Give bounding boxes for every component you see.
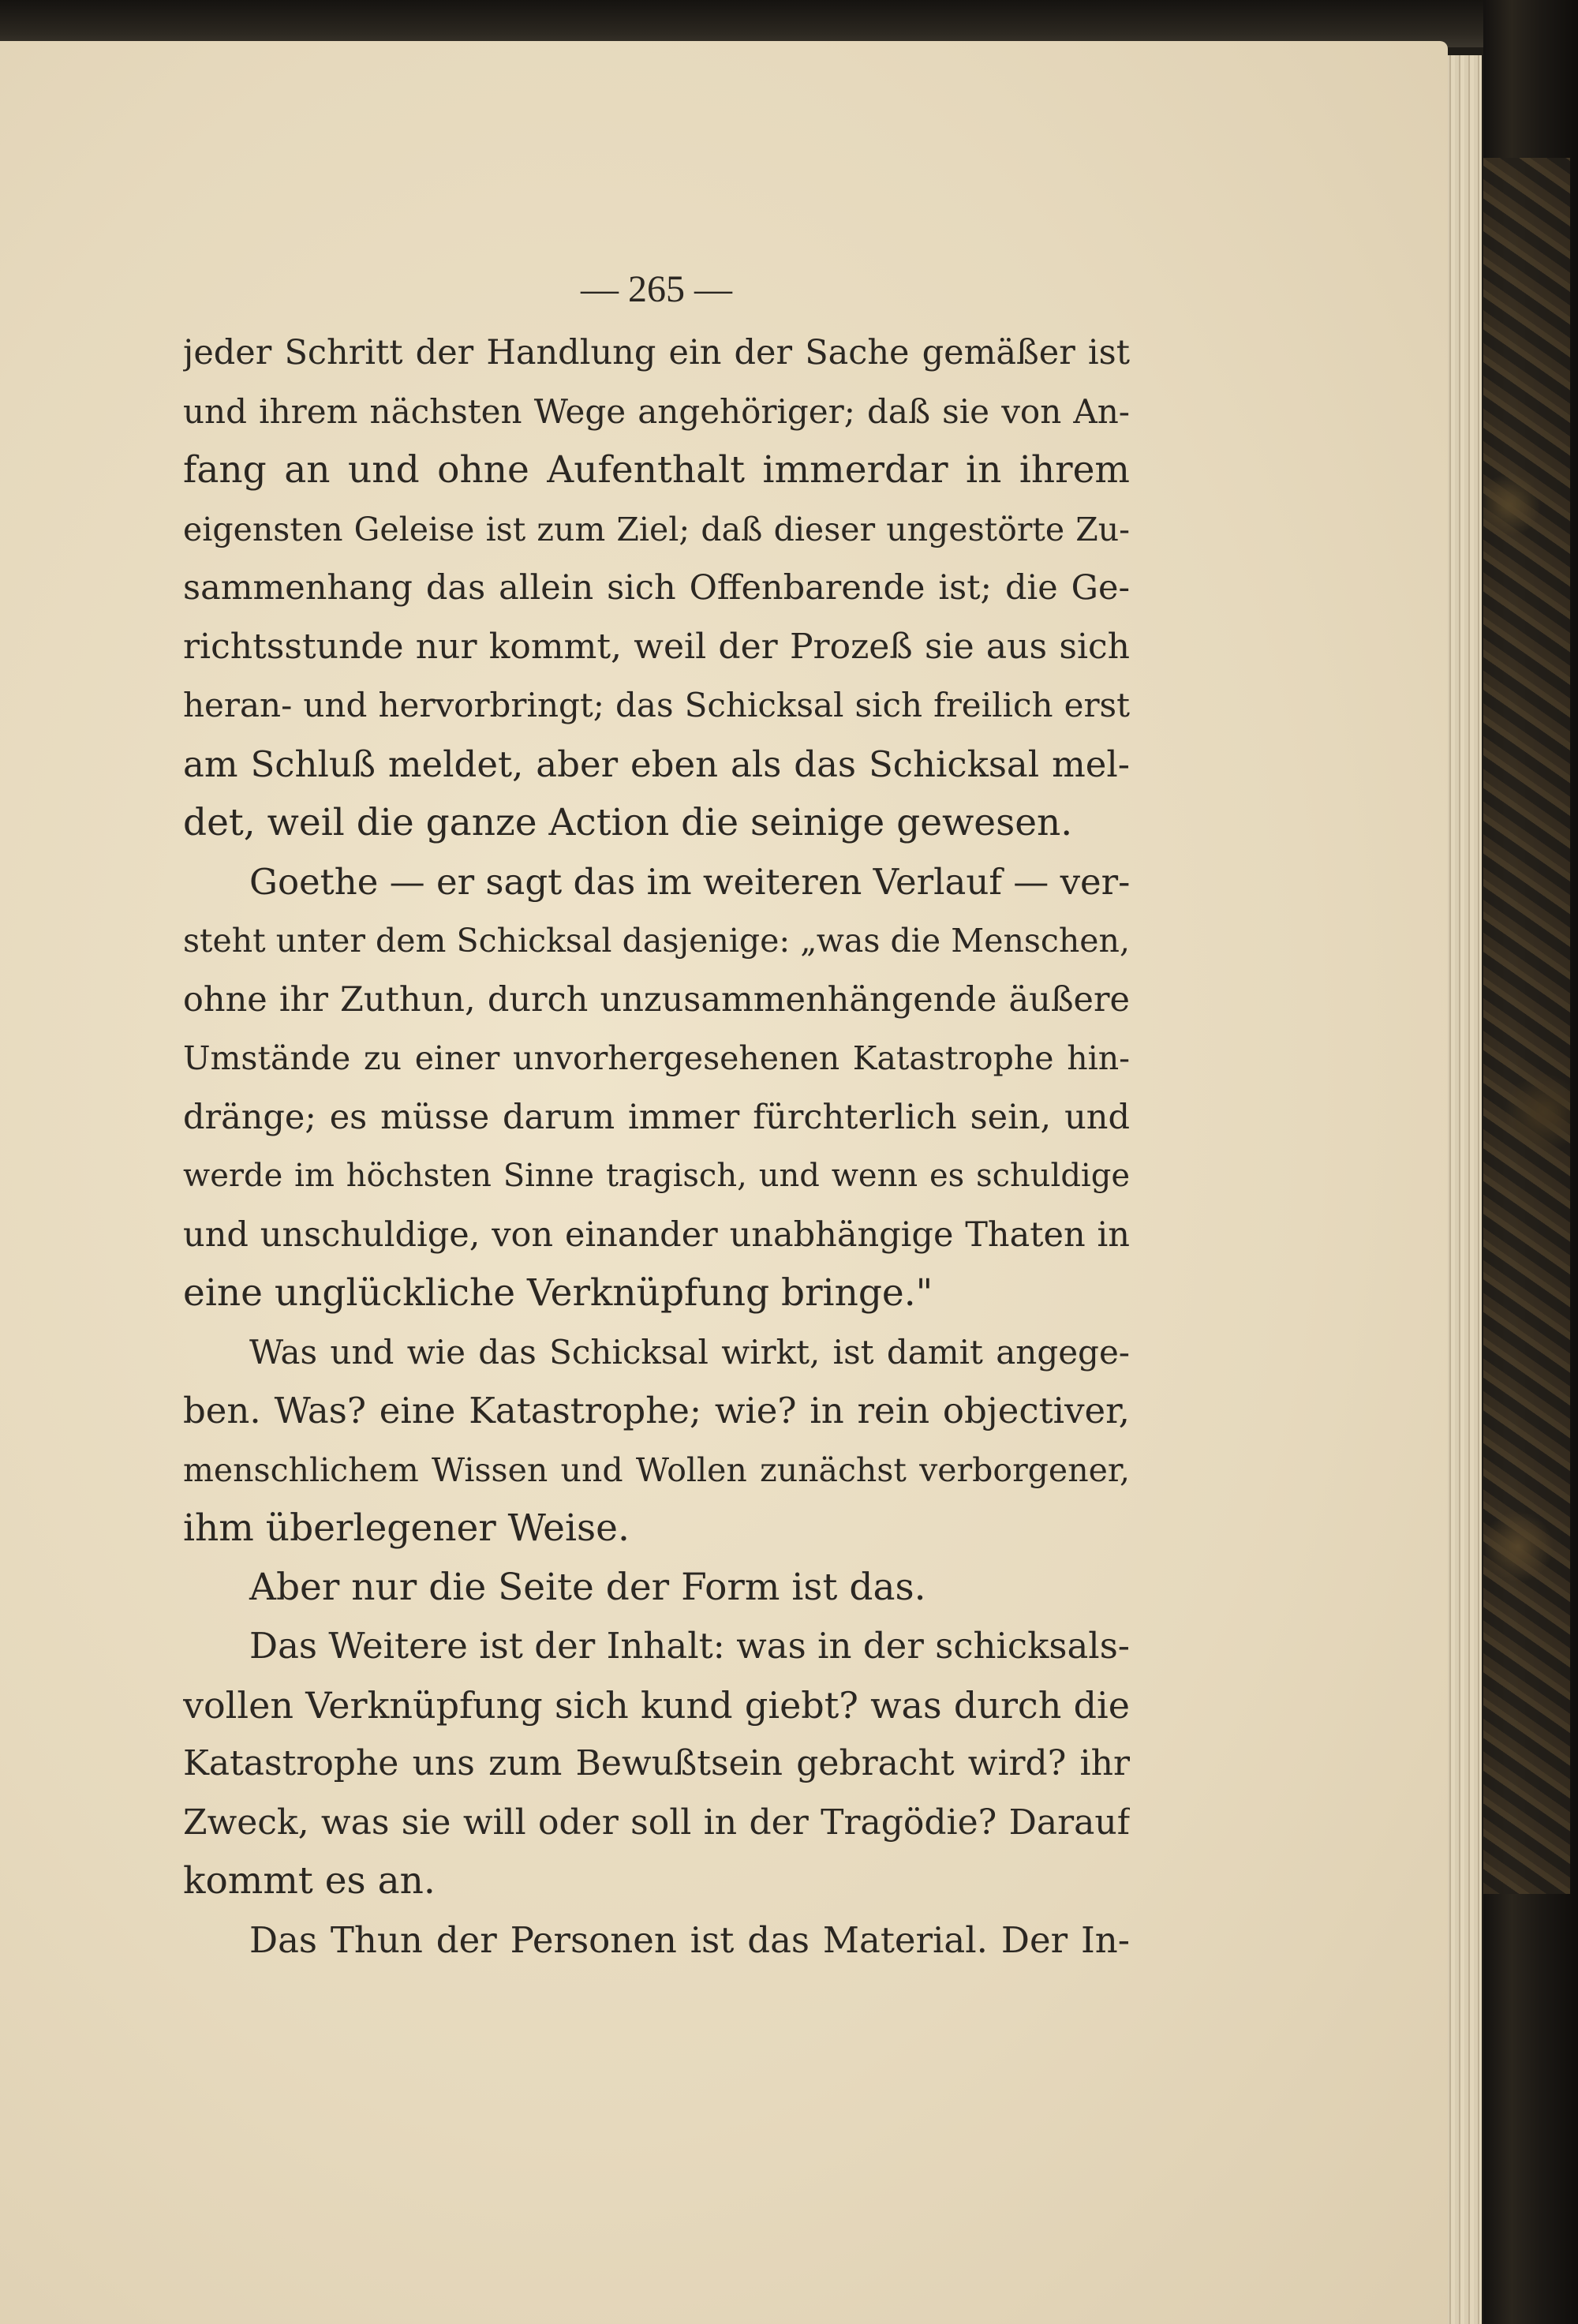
text-line: sammenhang das allein sich Offenbarende ist; die Ge- [183, 568, 1130, 608]
text-line: kommt es an. [183, 1859, 436, 1903]
text-line: Das Thun der Personen ist das Material. Der In- [249, 1918, 1130, 1961]
text-line: ihm überlegener Weise. [183, 1506, 630, 1550]
text-line: und unschuldige, von einander unabhängige Thaten in [183, 1214, 1130, 1255]
text-line: Umstände zu einer unvorhergesehenen Katastrophe hin- [183, 1039, 1130, 1077]
text-line: eigensten Geleise ist zum Ziel; daß dieser ungestörte Zu- [183, 510, 1130, 548]
text-line: Katastrophe uns zum Bewußtsein gebracht wird? ihr [183, 1743, 1130, 1783]
text-line: vollen Verknüpfung sich kund giebt? was durch die [183, 1683, 1130, 1727]
text-line: steht unter dem Schicksal dasjenige: „was die Menschen, [183, 922, 1130, 960]
text-line: Aber nur die Seite der Form ist das. [249, 1565, 926, 1609]
text-line: werde im höchsten Sinne tragisch, und wenn es schuldige [183, 1158, 1130, 1194]
text-line: Goethe — er sagt das im weiteren Verlauf — ver- [249, 860, 1130, 903]
body-text [183, 324, 1130, 1970]
marbled-cover-pattern [1483, 158, 1570, 1894]
text-block [183, 260, 1130, 1970]
text-line: ben. Was? eine Katastrophe; wie? in rein objectiver, [183, 1390, 1130, 1431]
text-line: eine unglückliche Verknüpfung bringe." [183, 1271, 933, 1315]
text-line: det, weil die ganze Action die seinige gewesen. [183, 801, 1073, 844]
text-line: dränge; es müsse darum immer fürchterlich sein, und [183, 1097, 1130, 1137]
text-line: richtsstunde nur kommt, weil der Prozeß sie aus sich [183, 626, 1130, 667]
text-line: Zweck, was sie will oder soll in der Tragödie? Darauf [183, 1802, 1130, 1843]
book-top-edge [0, 0, 1578, 47]
text-line: jeder Schritt der Handlung ein der Sache gemäßer ist [183, 333, 1130, 372]
text-line: menschlichem Wissen und Wollen zunächst verborgener, [183, 1450, 1130, 1489]
text-line: fang an und ohne Aufenthalt immerdar in ihrem [183, 448, 1130, 492]
text-line: heran- und hervorbringt; das Schicksal sich freilich erst [183, 686, 1130, 724]
text-line: am Schluß meldet, aber eben als das Schicksal mel- [183, 743, 1130, 785]
text-line: Was und wie das Schicksal wirkt, ist damit angege- [249, 1332, 1130, 1372]
page-number: — 265 — [581, 268, 732, 310]
text-line: und ihrem nächsten Wege angehöriger; daß sie von An- [183, 391, 1130, 431]
text-line: Das Weitere ist der Inhalt: was in der schicksals- [249, 1625, 1130, 1667]
text-line: ohne ihr Zuthun, durch unzusammenhängende äußere [183, 979, 1130, 1020]
